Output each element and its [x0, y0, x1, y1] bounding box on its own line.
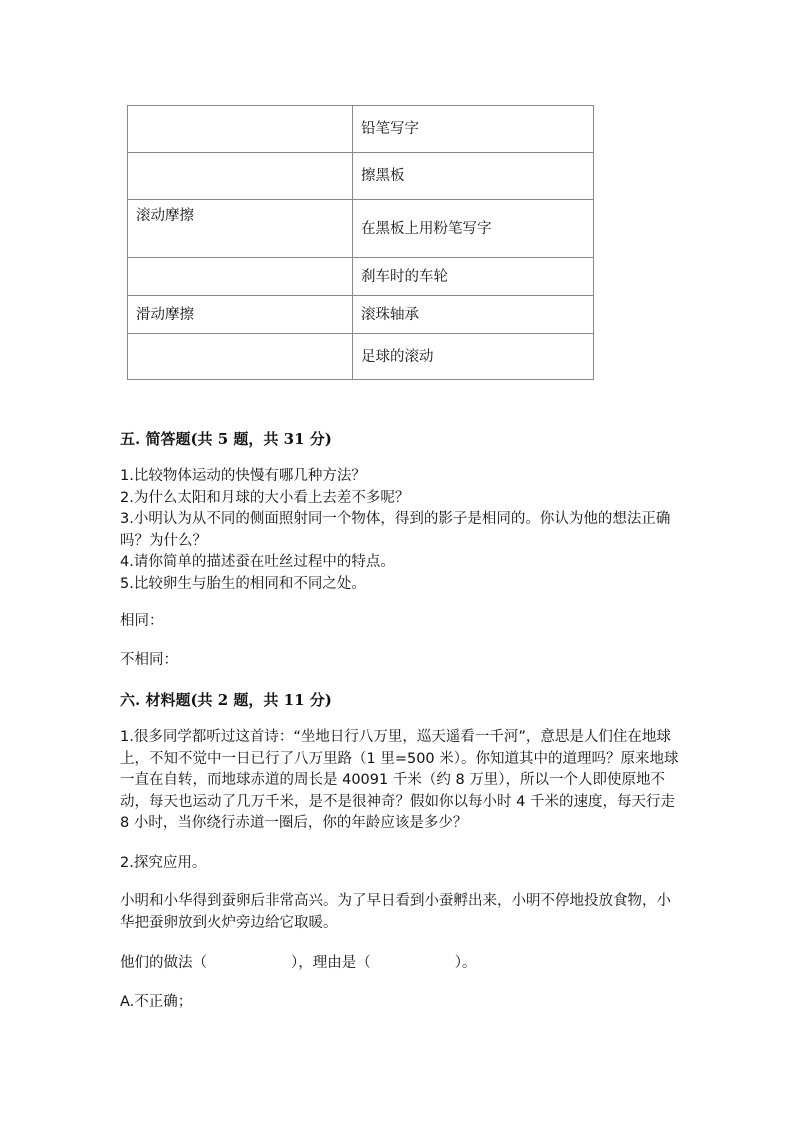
- section-5-questions: [120, 466, 680, 595]
- table-cell-left: [128, 153, 353, 200]
- table-cell-left: [128, 258, 353, 296]
- matching-table: [127, 105, 594, 380]
- material-question-2: 2.探究应用。: [120, 855, 207, 871]
- table-cell-right: 铅笔写字: [353, 106, 594, 153]
- table-row: [128, 200, 594, 258]
- table-row: [128, 106, 594, 153]
- fill-suffix: ）。: [454, 955, 477, 971]
- list-item: 4.请你简单的描述蚕在吐丝过程中的特点。: [120, 554, 395, 570]
- table-cell-right: 足球的滚动: [353, 334, 594, 380]
- material-question-1: 1.很多同学都听过这首诗：“坐地日行八万里，巡天遥看一千河”，意思是人们住在地球上，不知不觉中一日已行了八万里路（1 里=500 米）。你知道其中的道理吗？原来地球一直在自转，而地球赤道的周长是 40091 千米（约 8 万里），所以一个人即使原地不动，每天也运动了几万千米，是不是很神奇？假如你以每小时 4 千米的速度，每天行走 8 小时，当你绕行赤道一圈后，你的年龄应该是多少？: [120, 729, 679, 831]
- same-label: 相同：: [120, 613, 164, 629]
- table-cell-left: 滑动摩擦: [128, 296, 353, 334]
- list-item: 3.小明认为从不同的侧面照射同一个物体，得到的影子是相同的。你认为他的想法正确吗？为什么？: [120, 511, 671, 549]
- table-cell-left: 滚动摩擦: [128, 200, 353, 258]
- fill-middle: ），理由是（: [291, 955, 371, 971]
- table-cell-right: 擦黑板: [353, 153, 594, 200]
- fill-prefix: 他们的做法（: [120, 955, 207, 971]
- table-cell-left: [128, 106, 353, 153]
- table-cell-right: 滚珠轴承: [353, 296, 594, 334]
- section-6-title: 六. 材料题(共 2 题，共 11 分): [120, 691, 332, 709]
- section-5-title: 五. 简答题(共 5 题，共 31 分): [120, 430, 332, 448]
- option-a: A.不正确；: [120, 994, 193, 1010]
- list-item: 1.比较物体运动的快慢有哪几种方法？: [120, 468, 366, 484]
- table-row: [128, 334, 594, 380]
- list-item: 5.比较卵生与胎生的相同和不同之处。: [120, 575, 366, 592]
- table-row: [128, 258, 594, 296]
- table-cell-right: 在黑板上用粉笔写字: [353, 200, 594, 258]
- material-passage: 小明和小华得到蚕卵后非常高兴。为了早日看到小蚕孵出来，小明不停地投放食物，小华把蚕卵放到火炉旁边给它取暖。: [120, 893, 671, 931]
- diff-label: 不相同：: [120, 652, 178, 668]
- list-item: 2.为什么太阳和月球的大小看上去差不多呢？: [120, 489, 410, 506]
- table-row: [128, 153, 594, 200]
- table-cell-left: [128, 334, 353, 380]
- fill-in-line: [120, 953, 680, 975]
- table-row: [128, 296, 594, 334]
- table-cell-right: 刹车时的车轮: [353, 258, 594, 296]
